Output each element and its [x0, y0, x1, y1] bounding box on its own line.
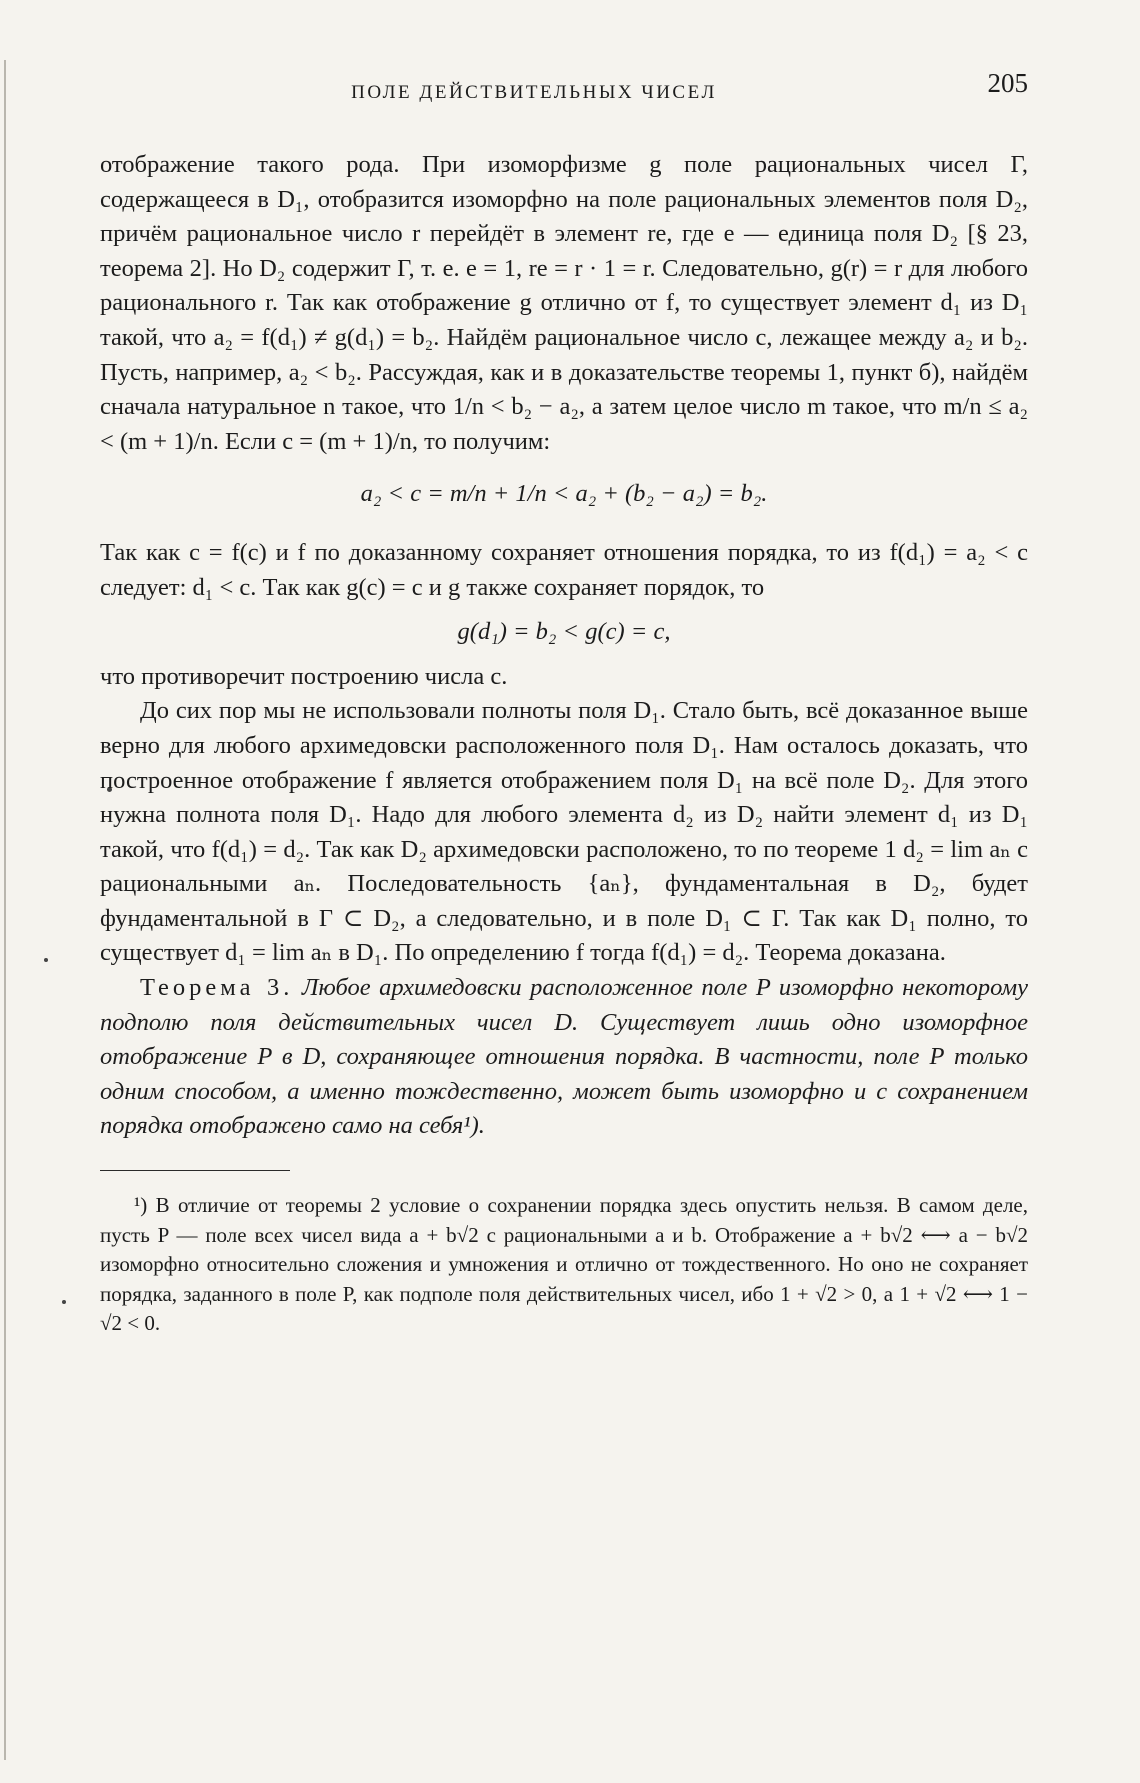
running-head: ПОЛЕ ДЕЙСТВИТЕЛЬНЫХ ЧИСЕЛ [351, 82, 717, 103]
paragraph-order-preserving: Так как c = f(c) и f по доказанному сохраняет отношения порядка, то из f(d₁) = a₂ < c следует: d₁ < c. Так как g(c) = c и g также сохраняет порядок, то [100, 538, 1028, 601]
print-speck [44, 958, 48, 962]
theorem-label: Теорема 3. [140, 974, 294, 1002]
paragraph-completeness: До сих пор мы не использовали полноты поля D₁. Стало быть, всё доказанное выше верно для любого архимедовски расположенного поля D₁. Нам осталось доказать, что построенное отображение f является отображением поля D₁ на всё поле D₂. Для этого нужна полнота поля D₁. Надо для любого элемента d₂ из D₂ найти элемент d₁ из D₁ такой, что f(d₁) = d₂. Так как D₂ архимедовски расположено, то по теореме 1 d₂ = lim aₙ с рациональными aₙ. Последовательность {aₙ}, фундаментальная в D₂, будет фундаментальной в Г ⊂ D₂, а следовательно, и в поле D₁ ⊂ Г. Так как D₁ полно, то существует d₁ = lim aₙ в D₁. По определению f тогда f(d₁) = d₂. Теорема доказана. [100, 697, 1028, 967]
page-edge-line [4, 60, 6, 1760]
main-text [100, 148, 1028, 1144]
book-page [100, 60, 1028, 1339]
formula-inequality-chain: a₂ < c = m/n + 1/n < a₂ + (b₂ − a₂) = b₂. [360, 480, 768, 508]
footnote: ¹) В отличие от теоремы 2 условие о сохранении порядка здесь опустить нельзя. В самом деле, пусть P — поле всех чисел вида a + b√2 с рациональными a и b. Отображение a + b√2 ⟷ a − b√2 изоморфно относительно сложения и умножения и отлично от тождественного. Но оно не сохраняет порядка, заданного в поле P, как подполе поля действительных чисел, ибо 1 + √2 > 0, а 1 + √2 ⟷ 1 − √2 < 0. [100, 1193, 1028, 1336]
theorem-3 [100, 971, 1028, 1144]
page-header [100, 60, 1028, 120]
theorem-statement: Любое архимедовски расположенное поле P изоморфно некоторому подполю поля действительных чисел D. Существует лишь одно изоморфное отображение P в D, сохраняющее отношения порядка. В частности, поле P только одним способом, а именно тождественно, может быть изоморфно и с сохранением порядка отображено само на себя¹). [100, 974, 1029, 1140]
print-speck [62, 1300, 66, 1304]
paragraph-contradiction: что противоречит построению числа c. [100, 662, 508, 690]
page-number: 205 [987, 68, 1028, 98]
formula-contradiction: g(d₁) = b₂ < g(c) = c, [457, 618, 671, 646]
paragraph-proof-continuation: отображение такого рода. При изоморфизме g поле рациональных чисел Г, содержащееся в D₁, отобразится изоморфно на поле рациональных элементов поля D₂, причём рациональное число r перейдёт в элемент re, где e — единица поля D₂ [§ 23, теорема 2]. Но D₂ содержит Г, т. е. e = 1, re = r · 1 = r. Следовательно, g(r) = r для любого рационального r. Так как отображение g отлично от f, то существует элемент d₁ из D₁ такой, что a₂ = f(d₁) ≠ g(d₁) = b₂. Найдём рациональное число c, лежащее между a₂ и b₂. Пусть, например, a₂ < b₂. Рассуждая, как и в доказательстве теоремы 1, пункт б), найдём сначала натуральное n такое, что 1/n < b₂ − a₂, а затем целое число m такое, что m/n ≤ a₂ < (m + 1)/n. Если c = (m + 1)/n, то получим: [100, 151, 1028, 455]
footnote-separator [100, 1170, 290, 1171]
